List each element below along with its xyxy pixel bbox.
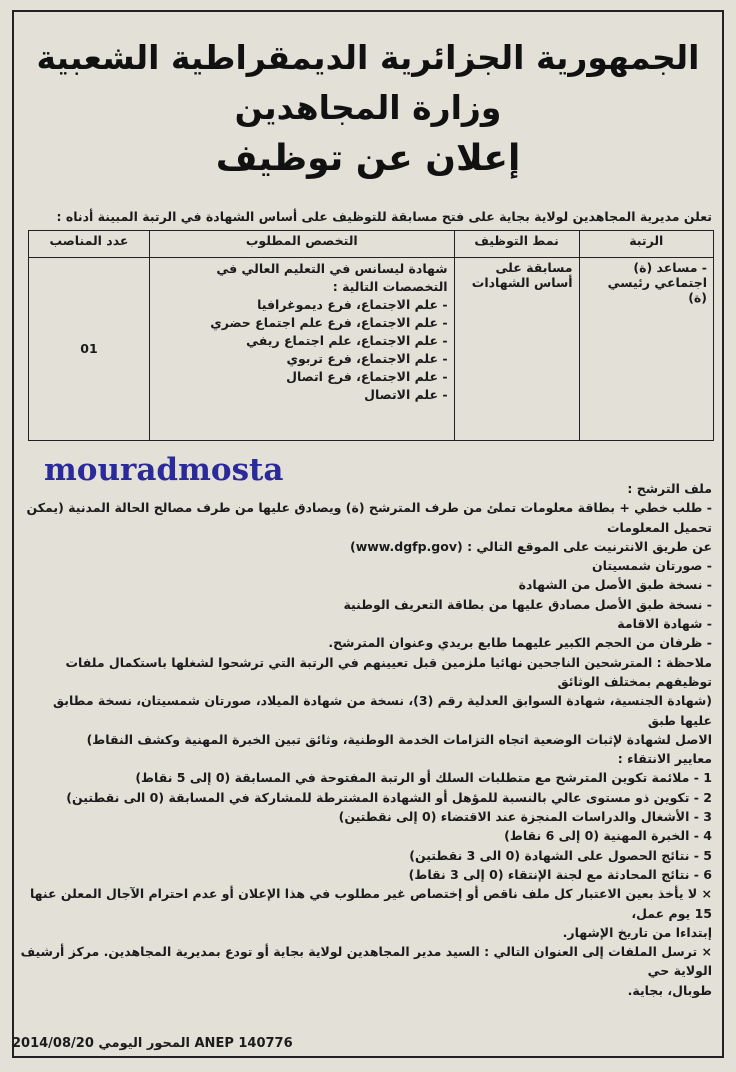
specialty-line: - علم الاجتماع، فرع علم اجتماع حضري xyxy=(210,315,448,330)
body-line: - صورتان شمسيتان xyxy=(591,558,712,574)
body-line: × لا يأخذ بعين الاعتبار كل ملف ناقص أو إختصاص غير مطلوب في هذا الإعلان أو عدم احترام الآجال المعلن عنها 15 يوم عمل، xyxy=(29,886,712,921)
body-line: 3 - الأشغال والدراسات المنجزة عند الاقتضاء (0 إلى نقطتين) xyxy=(338,809,712,825)
specialty-line: - علم الاجتماع، فرع تربوي xyxy=(286,351,448,366)
body-line: - نسخة طبق الأصل مصادق عليها من بطاقة التعريف الوطنية xyxy=(343,596,712,612)
table-header-row xyxy=(29,231,714,258)
specialty-line: - علم الاجتماع، فرع ديموغرافيا xyxy=(257,297,448,312)
specialty-line: - علم الاجتماع، فرع اتصال xyxy=(286,369,448,384)
header-rank: الرتبة xyxy=(579,231,713,258)
watermark-text: mouradmosta xyxy=(44,452,284,488)
specialty-cell xyxy=(149,258,454,441)
body-line: × ترسل الملفات إلى العنوان التالي : السيد مدير المجاهدين لولاية بجاية أو تودع بمديرية المجاهدين. مركز أرشيف الولاية حي xyxy=(20,944,712,979)
body-line: الاصل لشهادة لإثبات الوضعية اتجاه التزامات الخدمة الوطنية، وثائق تبين الخبرة المهنية وكشف النقاط) xyxy=(86,731,712,747)
body-line: إبتداءا من تاريخ الإشهار. xyxy=(562,924,712,940)
intro-text: تعلن مديرية المجاهدين لولاية بجاية على فتح مسابقة للتوظيف على أساس الشهادة في الرتبة المبينة أدناه : xyxy=(56,209,712,224)
body-line: 1 - ملائمة تكوين المترشح مع متطلبات السلك أو الرتبة المفتوحة في المسابقة (0 إلى 5 نقاط) xyxy=(135,770,712,786)
specialty-line: - علم الاتصال xyxy=(364,387,448,402)
specialty-line: - علم الاجتماع، علم اجتماع ريفي xyxy=(246,333,448,348)
header-count: عدد المناصب xyxy=(29,231,150,258)
body-line: (شهادة الجنسية، شهادة السوابق العدلية رقم (3)، نسخة من شهادة الميلاد، صورتان شمسيتان، نسخة مطابق عليها طبق xyxy=(52,693,712,728)
body-line: ملاحظة : المترشحين الناجحين نهائيا ملزمين قبل تعيينهم في الرتبة التي ترشحوا لشغلها باستكمال ملفات توظيفهم بمختلف الوثائق xyxy=(65,654,712,689)
body-line: ملف الترشح : xyxy=(627,481,712,496)
body-line: - نسخة طبق الأصل من الشهادة xyxy=(518,577,712,593)
body-line: - طلب خطي + بطاقة معلومات تملئ من طرف المترشح (ة) ويصادق عليها من طرف مصالح الحالة المدنية (يمكن تحميل المعلومات xyxy=(26,500,712,535)
body-line: 4 - الخبرة المهنية (0 إلى 6 نقاط) xyxy=(504,828,712,844)
table-row xyxy=(29,258,714,441)
rank-cell: - مساعد (ة) اجتماعي رئيسي (ة) xyxy=(579,258,713,441)
positions-table xyxy=(28,230,714,441)
header-mode: نمط التوظيف xyxy=(454,231,579,258)
mode-cell: مسابقة على أساس الشهادات xyxy=(454,258,579,441)
body-line: معايير الانتقاء : xyxy=(617,751,712,767)
body-line: 5 - نتائج الحصول على الشهادة (0 الى 3 نقطتين) xyxy=(409,847,712,863)
announcement-title: إعلان عن توظيف xyxy=(215,138,521,179)
body-line: عن طريق الانترنيت على الموقع التالي : (www.dgfp.gov) xyxy=(349,538,712,554)
header-specialty: التخصص المطلوب xyxy=(149,231,454,258)
body-line: طوبال، بجاية. xyxy=(627,982,712,998)
publication-footer: ANEP 140776 المحور اليومي 2014/08/20 xyxy=(12,1036,293,1051)
body-line: - ظرفان من الحجم الكبير عليهما طابع بريدي وعنوان المترشح. xyxy=(328,635,712,651)
body-line: 6 - نتائج المحادثة مع لجنة الإنتقاء (0 إلى 3 نقاط) xyxy=(408,866,712,882)
body-line: 2 - تكوين ذو مستوى عالي بالنسبة للمؤهل أو الشهادة المشترطة للمشاركة في المسابقة (0 الى نقطتين) xyxy=(66,789,712,805)
body-line: - شهادة الاقامة xyxy=(617,616,712,632)
count-cell: 01 xyxy=(29,258,150,441)
ministry-title: وزارة المجاهدين xyxy=(234,88,502,127)
specialty-line: شهادة ليسانس في التعليم العالي في التخصصات التالية : xyxy=(216,261,448,294)
announcement-body xyxy=(20,479,712,1000)
republic-title: الجمهورية الجزائرية الديمقراطية الشعبية xyxy=(36,38,700,77)
